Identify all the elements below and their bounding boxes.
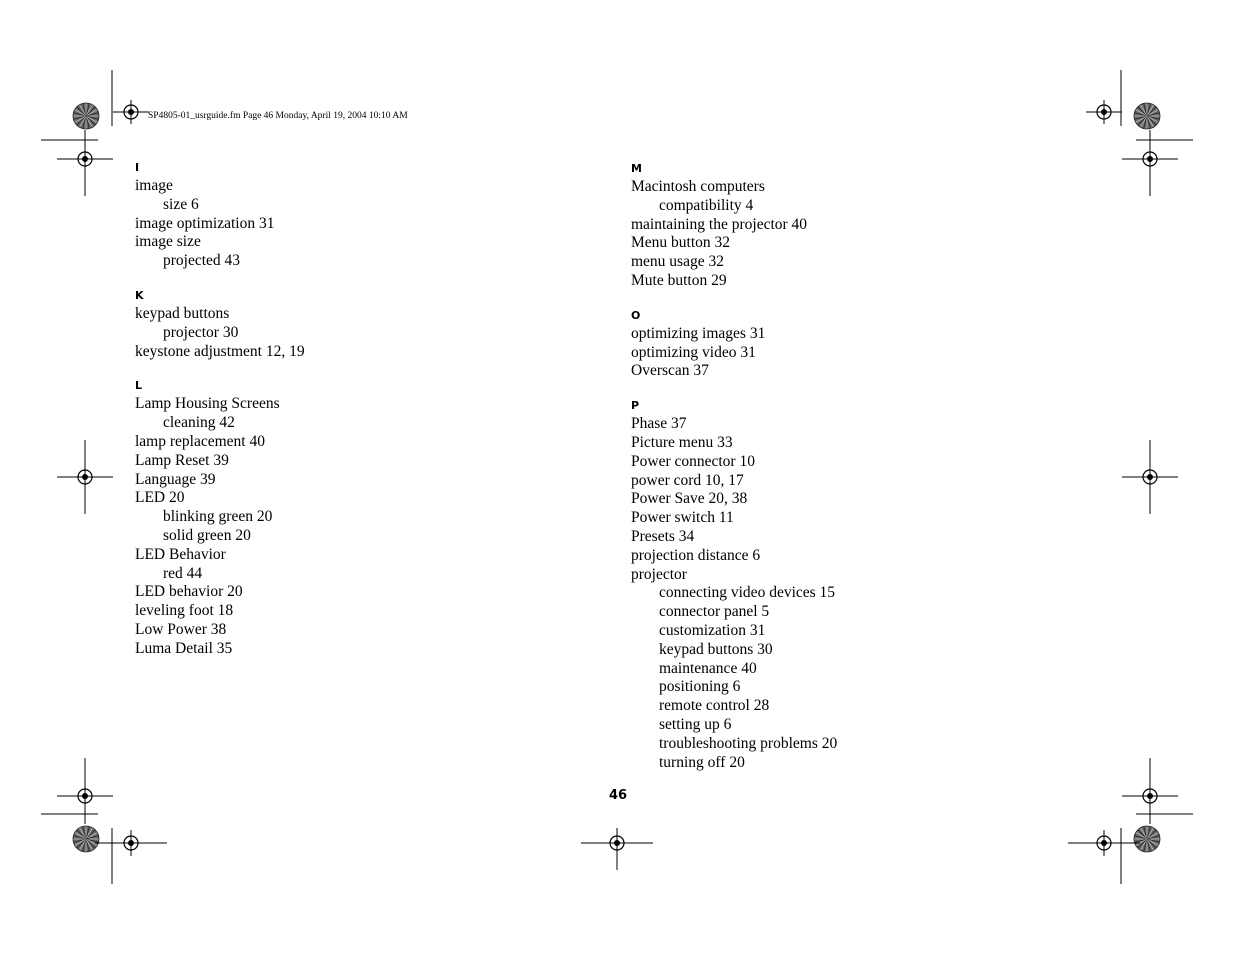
section-letter: L bbox=[135, 379, 143, 393]
index-entry: LED 20 bbox=[135, 489, 185, 507]
section-letter: M bbox=[631, 162, 642, 175]
index-entry: Overscan 37 bbox=[631, 362, 709, 380]
index-entry: lamp replacement 40 bbox=[135, 432, 265, 450]
index-subentry: connector panel 5 bbox=[659, 603, 770, 621]
index-entry: maintaining the projector 40 bbox=[631, 215, 808, 233]
index-subentry: cleaning 42 bbox=[163, 414, 235, 432]
index-entry: projection distance 6 bbox=[631, 546, 761, 564]
index-entry: keypad buttons bbox=[135, 304, 230, 322]
starburst-icon bbox=[1134, 826, 1160, 852]
registration-target-icon bbox=[1122, 463, 1178, 491]
index-subentry: connecting video devices 15 bbox=[659, 584, 836, 602]
registration-target-icon bbox=[95, 830, 167, 856]
registration-target-icon bbox=[113, 100, 149, 124]
index-entry: Power Save 20, 38 bbox=[631, 490, 748, 508]
registration-target-icon bbox=[1068, 830, 1140, 856]
section-letter: K bbox=[135, 288, 144, 302]
section-letter: I bbox=[135, 161, 140, 174]
index-entry: Power connector 10 bbox=[631, 452, 755, 470]
index-subentry: setting up 6 bbox=[659, 715, 732, 733]
registration-target-icon bbox=[1122, 145, 1178, 173]
index-subentry: maintenance 40 bbox=[659, 659, 757, 677]
index-entry: Lamp Housing Screens bbox=[135, 395, 280, 413]
index-entry: Macintosh computers bbox=[631, 178, 765, 195]
index-entry: keystone adjustment 12, 19 bbox=[135, 342, 305, 360]
index-entry: Lamp Reset 39 bbox=[135, 451, 229, 469]
index-entry: optimizing video 31 bbox=[631, 343, 756, 361]
index-entry: Presets 34 bbox=[631, 527, 695, 545]
index-subentry: remote control 28 bbox=[659, 697, 770, 715]
index-entry: Luma Detail 35 bbox=[135, 639, 233, 657]
starburst-icon bbox=[1134, 103, 1160, 129]
registration-target-icon bbox=[1122, 782, 1178, 810]
index-entry: power cord 10, 17 bbox=[631, 471, 744, 489]
index-entry: menu usage 32 bbox=[631, 253, 724, 271]
section-letter: O bbox=[631, 308, 641, 322]
index-entry: image bbox=[135, 177, 173, 194]
index-subentry: compatibility 4 bbox=[659, 196, 754, 214]
index-entry: Low Power 38 bbox=[135, 620, 227, 638]
index-subentry: size 6 bbox=[163, 195, 199, 213]
registration-target-icon bbox=[57, 782, 113, 810]
index-subentry: positioning 6 bbox=[659, 678, 741, 696]
starburst-icon bbox=[73, 826, 99, 852]
index-subentry: keypad buttons 30 bbox=[659, 640, 773, 658]
index-subentry: turning off 20 bbox=[659, 753, 745, 771]
index-entry: Language 39 bbox=[135, 470, 216, 488]
section-letter: P bbox=[631, 399, 640, 413]
index-entry: Phase 37 bbox=[631, 415, 687, 433]
registration-target-icon bbox=[581, 830, 653, 856]
index-entry: image size bbox=[135, 233, 201, 251]
registration-target-icon bbox=[1086, 100, 1122, 124]
index-entry: LED Behavior bbox=[135, 545, 226, 563]
index-entry: Power switch 11 bbox=[631, 509, 734, 527]
index-entry: LED behavior 20 bbox=[135, 583, 243, 601]
starburst-icon bbox=[73, 103, 99, 129]
index-subentry: red 44 bbox=[163, 564, 203, 582]
index-subentry: solid green 20 bbox=[163, 526, 251, 544]
page-number: 46 bbox=[609, 788, 628, 803]
index-entry: optimizing images 31 bbox=[631, 324, 766, 342]
registration-target-icon bbox=[57, 463, 113, 491]
index-subentry: troubleshooting problems 20 bbox=[659, 734, 838, 752]
index-entry: Menu button 32 bbox=[631, 234, 731, 252]
registration-target-icon bbox=[57, 145, 113, 173]
index-entry: Mute button 29 bbox=[631, 271, 727, 289]
index-subentry: blinking green 20 bbox=[163, 508, 273, 526]
index-entry: leveling foot 18 bbox=[135, 602, 234, 620]
index-subentry: projector 30 bbox=[163, 323, 239, 341]
print-header: SP4805-01_usrguide.fm Page 46 Monday, April 19, 2004 10:10 AM bbox=[148, 111, 408, 121]
index-entry: Picture menu 33 bbox=[631, 433, 733, 451]
index-subentry: customization 31 bbox=[659, 621, 766, 639]
index-subentry: projected 43 bbox=[163, 252, 241, 270]
index-entry: projector bbox=[631, 565, 687, 583]
index-entry: image optimization 31 bbox=[135, 214, 275, 232]
